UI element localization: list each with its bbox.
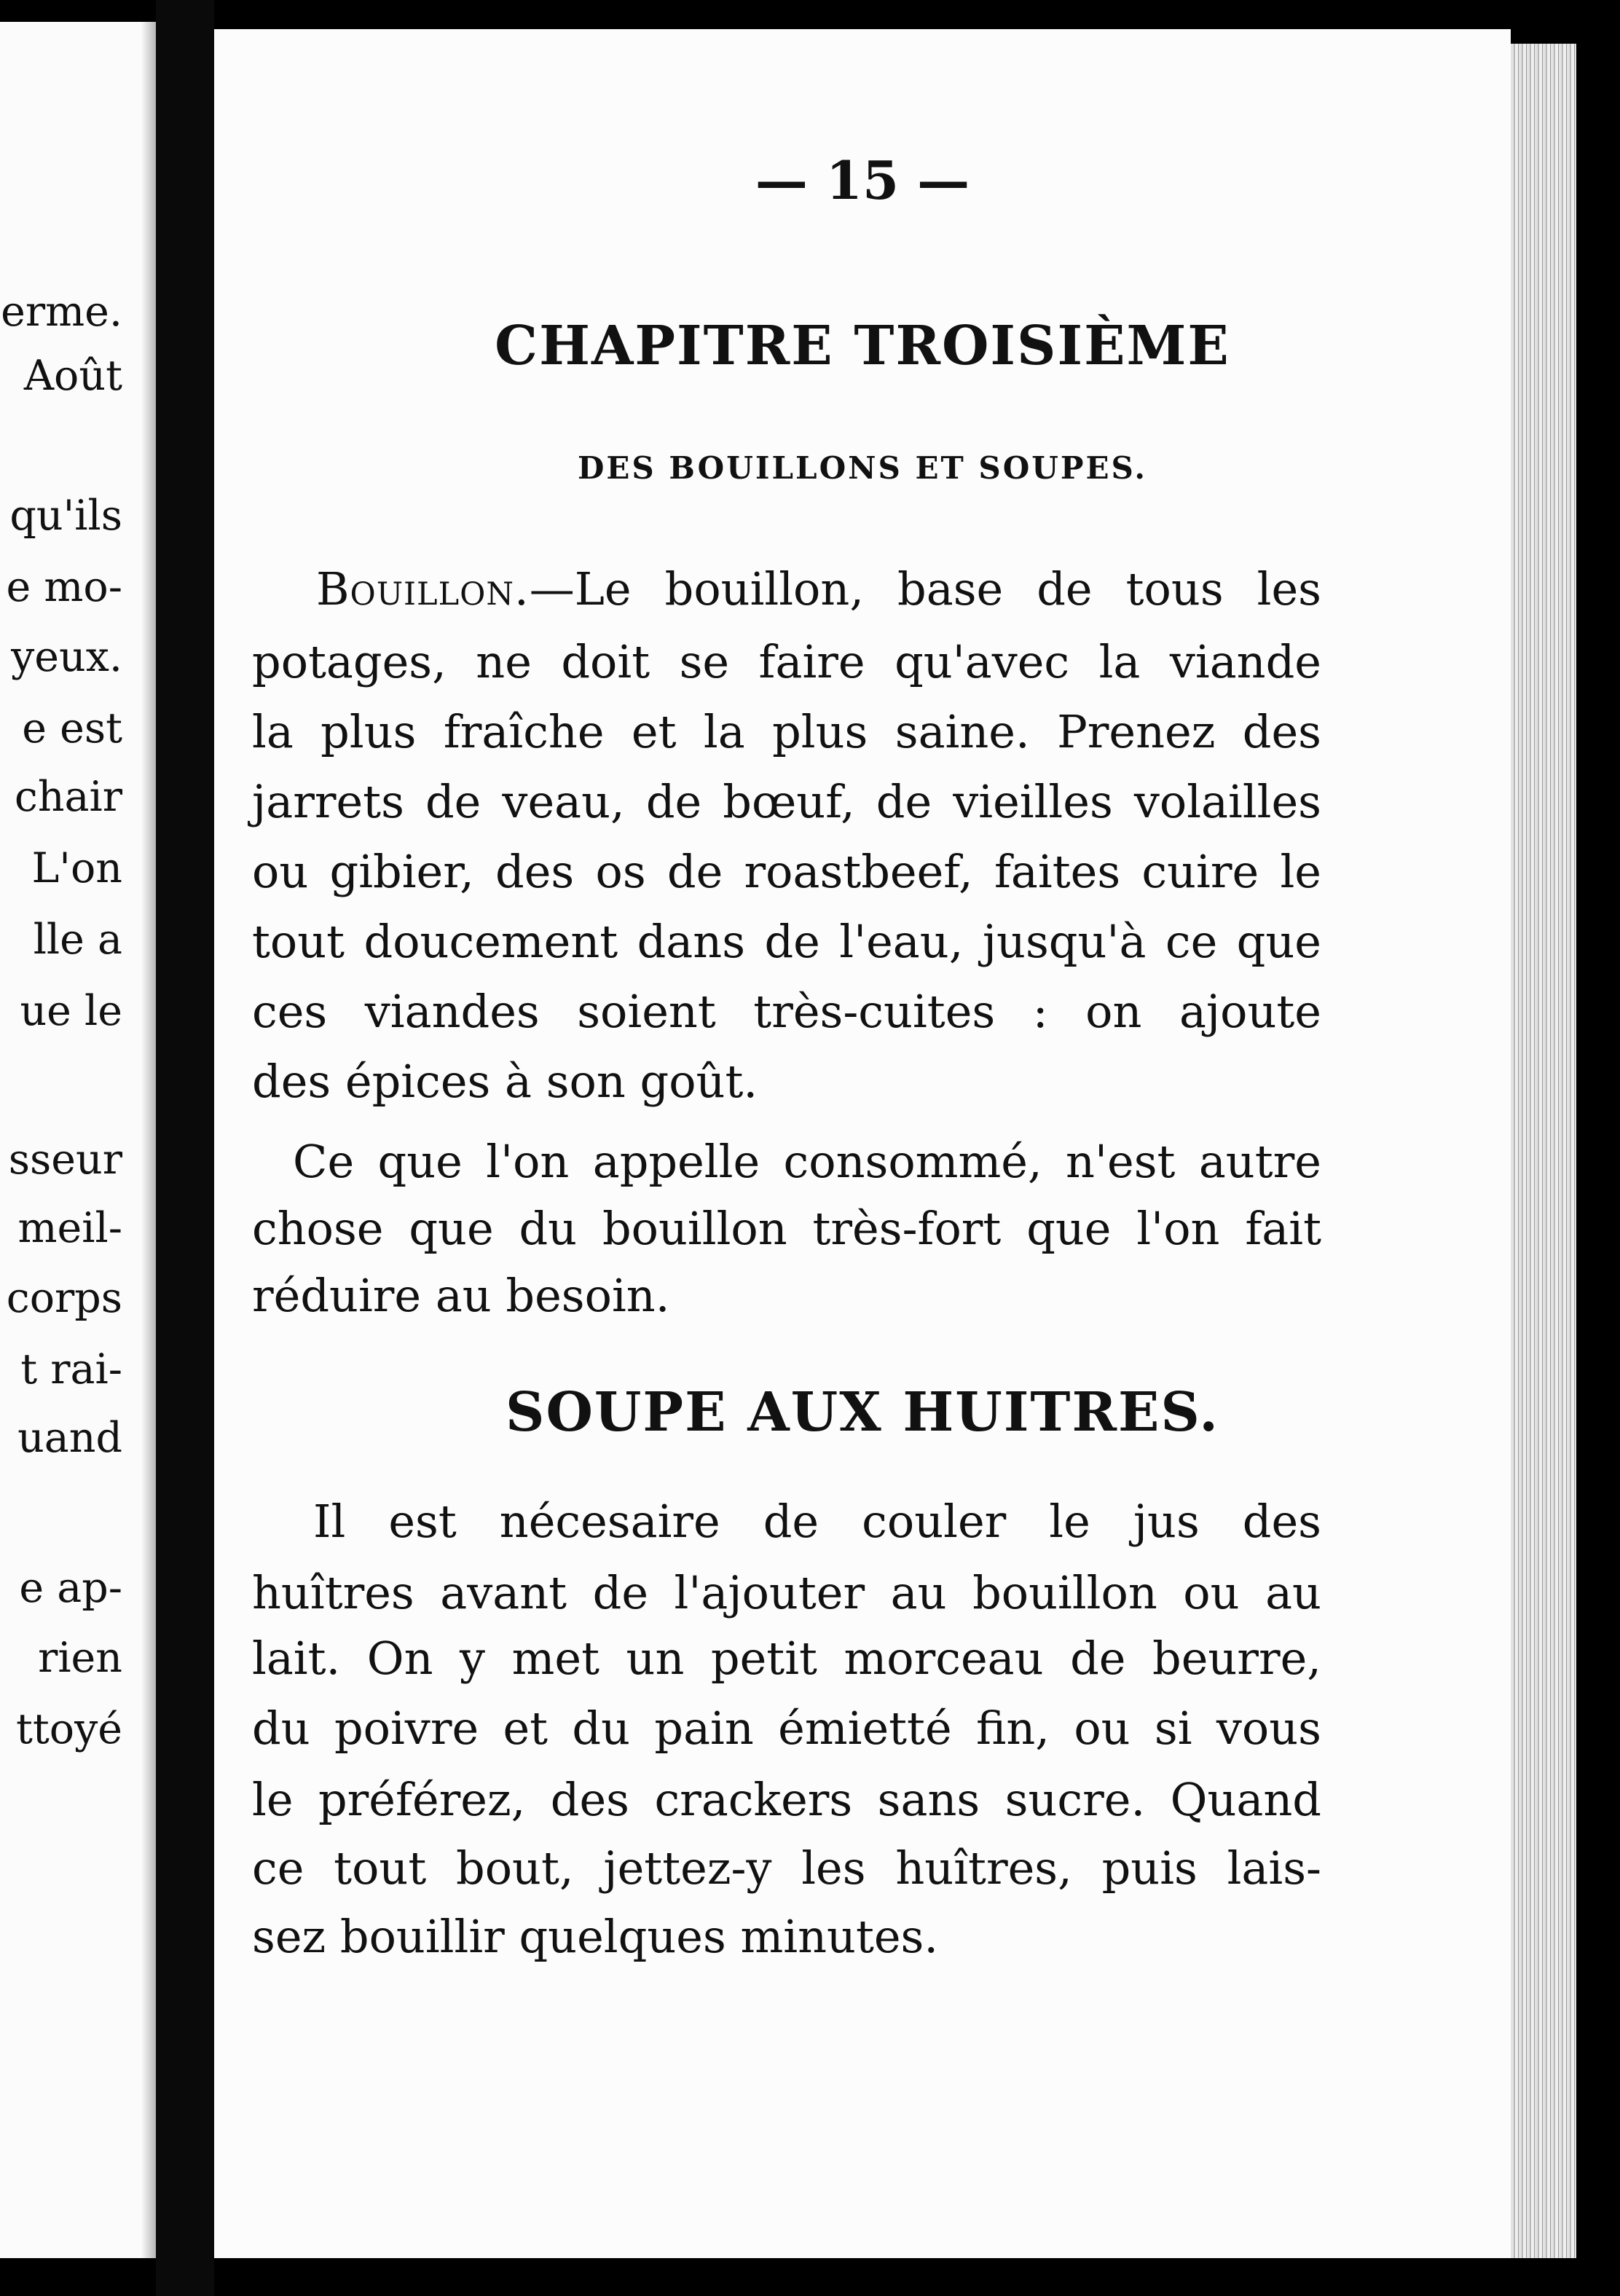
left-page-line: erme. — [1, 288, 122, 336]
paragraph-line: potages, ne doit se faire qu'avec la viande — [252, 635, 1321, 688]
left-page-line: corps — [6, 1274, 122, 1322]
left-page-line: L'on — [31, 844, 122, 892]
paragraph-line: Ce que l'on appelle consommé, n'est autre — [293, 1135, 1321, 1188]
page-edges — [1511, 44, 1576, 2258]
left-page-line: chair — [14, 773, 122, 821]
main-page — [214, 29, 1511, 2258]
left-page-line: meil- — [17, 1204, 122, 1252]
paragraph-line: ou gibier, des os de roastbeef, faites cuire le — [252, 845, 1321, 898]
paragraph-line: chose que du bouillon très-fort que l'on fait — [252, 1202, 1321, 1255]
paragraph-line: du poivre et du pain émietté fin, ou si vous — [252, 1702, 1321, 1755]
chapter-title: CHAPITRE TROISIÈME — [495, 315, 1230, 377]
book-gutter — [156, 0, 214, 2296]
paragraph-line: Il est nécesaire de couler le jus des — [313, 1495, 1321, 1548]
left-facing-page — [0, 22, 156, 2258]
paragraph-line: la plus fraîche et la plus saine. Prenez des — [252, 705, 1321, 758]
left-page-line: ue le — [20, 987, 122, 1035]
left-page-line: qu'ils — [9, 492, 122, 540]
paragraph-line: ce tout bout, jettez-y les huîtres, puis lais- — [252, 1841, 1321, 1895]
soup-title: SOUPE AUX HUITRES. — [506, 1381, 1219, 1444]
page-number: — 15 — — [755, 149, 970, 211]
left-page-line: e ap- — [19, 1564, 122, 1612]
left-page-line: Août — [23, 352, 122, 400]
left-page-line: uand — [17, 1414, 122, 1462]
left-page-line: t rai- — [20, 1345, 122, 1393]
paragraph-line: réduire au besoin. — [252, 1269, 670, 1322]
left-page-line: rien — [38, 1634, 122, 1682]
paragraph-line: lait. On y met un petit morceau de beurre, — [252, 1632, 1321, 1685]
left-page-line: e mo- — [6, 563, 122, 611]
paragraph-line: sez bouillir quelques minutes. — [252, 1910, 939, 1963]
paragraph-line: des épices à son goût. — [252, 1055, 758, 1108]
paragraph-line: ces viandes soient très-cuites : on ajoute — [252, 985, 1321, 1038]
section-title: DES BOUILLONS ET SOUPES. — [577, 450, 1147, 486]
paragraph-line — [316, 562, 1321, 616]
left-page-line: lle a — [33, 916, 122, 964]
paragraph-line: jarrets de veau, de bœuf, de vieilles volailles — [252, 775, 1321, 828]
left-page-line: sseur — [8, 1136, 122, 1184]
paragraph-line: tout doucement dans de l'eau, jusqu'à ce que — [252, 915, 1321, 968]
bouillon-heading: Bouillon. — [316, 562, 530, 616]
left-page-line: e est — [22, 704, 122, 752]
bouillon-first-line: —Le bouillon, base de tous les — [529, 562, 1321, 616]
left-page-line: yeux. — [11, 633, 122, 681]
paragraph-line: huîtres avant de l'ajouter au bouillon ou au — [252, 1566, 1321, 1619]
paragraph-line: le préférez, des crackers sans sucre. Quand — [252, 1773, 1321, 1826]
left-page-line: ttoyé — [15, 1705, 122, 1753]
page-curve-shadow — [141, 22, 156, 2258]
